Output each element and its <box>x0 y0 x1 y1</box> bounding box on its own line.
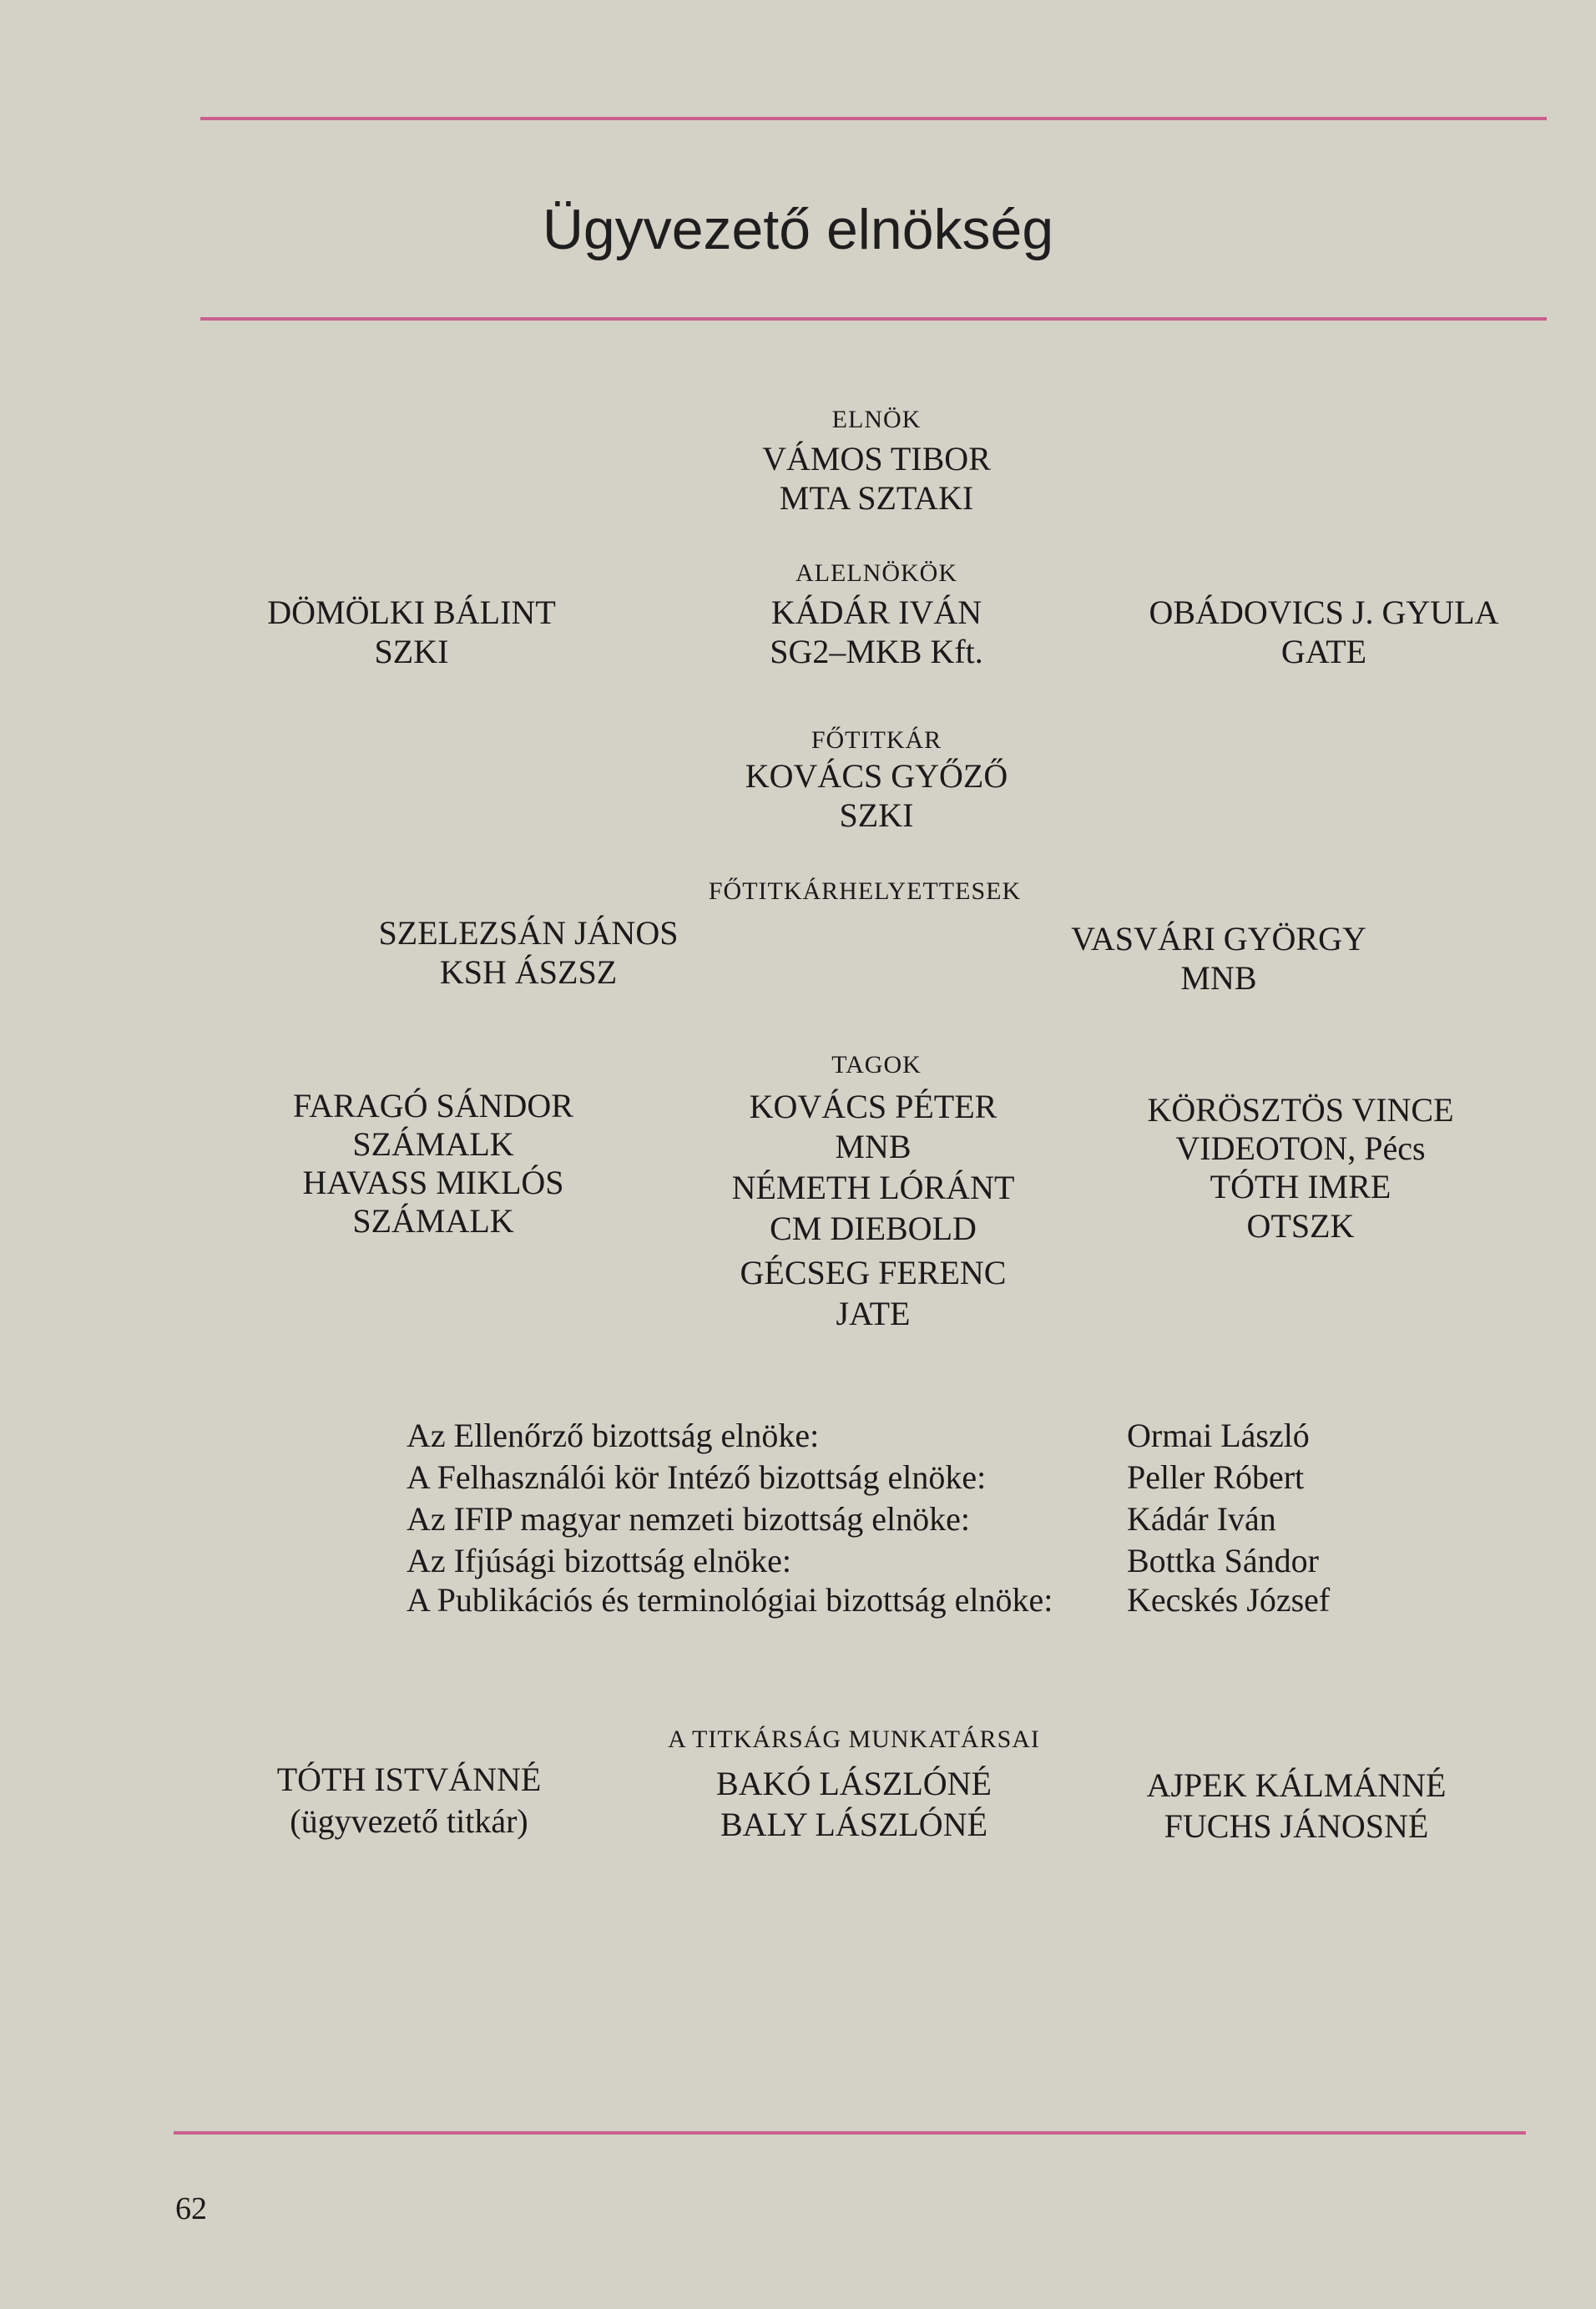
elnok-org: MTA SZTAKI <box>779 479 974 517</box>
fotitkarhelyettesek-heading: FŐTITKÁRHELYETTESEK <box>708 877 1022 905</box>
tagok-heading: TAGOK <box>831 1051 922 1079</box>
titkarsag-line: BALY LÁSZLÓNÉ <box>720 1806 988 1843</box>
committee-role: A Felhasználói kör Intéző bizottság elnöke: <box>407 1458 987 1496</box>
alelnok-name: OBÁDOVICS J. GYULA <box>1149 594 1499 631</box>
alelnok-name: DÖMÖLKI BÁLINT <box>267 594 556 631</box>
alelnokok-heading: ALELNÖKÖK <box>795 559 957 587</box>
tag-line: NÉMETH LÓRÁNT <box>731 1169 1015 1206</box>
alelnok-name: KÁDÁR IVÁN <box>770 594 982 631</box>
title-bottom-rule <box>200 317 1547 321</box>
committee-person: Kádár Iván <box>1127 1500 1276 1538</box>
page-title: Ügyvezető elnökség <box>542 198 1054 261</box>
titkarsag-line: TÓTH ISTVÁNNÉ <box>276 1761 542 1798</box>
committee-person: Bottka Sándor <box>1127 1542 1319 1579</box>
committee-person: Peller Róbert <box>1127 1458 1305 1496</box>
committee-role: Az Ifjúsági bizottság elnöke: <box>407 1542 791 1579</box>
fotitkarhelyettes-org: KSH ÁSZSZ <box>439 953 618 991</box>
tag-line: GÉCSEG FERENC <box>740 1254 1007 1291</box>
titkarsag-line: FUCHS JÁNOSNÉ <box>1164 1807 1429 1845</box>
fotitkar-name: KOVÁCS GYŐZŐ <box>745 757 1008 795</box>
titkarsag-line: BAKÓ LÁSZLÓNÉ <box>716 1765 992 1802</box>
committee-role: A Publikációs és terminológiai bizottság elnöke: <box>407 1581 1053 1619</box>
tag-line: OTSZK <box>1246 1207 1355 1245</box>
titkarsag-line: (ügyvezető titkár) <box>290 1802 528 1840</box>
committee-role: Az Ellenőrző bizottság elnöke: <box>407 1417 820 1454</box>
tag-line: JATE <box>836 1295 911 1332</box>
page-number: 62 <box>175 2191 207 2226</box>
alelnok-org: SG2–MKB Kft. <box>770 633 983 670</box>
elnok-name: VÁMOS TIBOR <box>762 440 991 477</box>
alelnok-org: GATE <box>1280 633 1367 670</box>
fotitkar-org: SZKI <box>839 796 914 834</box>
top-rule <box>200 117 1547 120</box>
fotitkar-heading: FŐTITKÁR <box>811 726 942 754</box>
tag-line: SZÁMALK <box>352 1125 514 1163</box>
tag-line: KOVÁCS PÉTER <box>749 1088 998 1125</box>
titkarsag-heading: A TITKÁRSÁG MUNKATÁRSAI <box>668 1725 1040 1753</box>
fotitkarhelyettes-name: VASVÁRI GYÖRGY <box>1071 920 1366 957</box>
fotitkarhelyettes-name: SZELEZSÁN JÁNOS <box>378 914 679 952</box>
titkarsag-line: AJPEK KÁLMÁNNÉ <box>1146 1766 1447 1804</box>
tag-line: CM DIEBOLD <box>770 1210 977 1247</box>
tag-line: VIDEOTON, Pécs <box>1175 1129 1426 1167</box>
tag-line: KÖRÖSZTÖS VINCE <box>1147 1091 1454 1129</box>
committee-role: Az IFIP magyar nemzeti bizottság elnöke: <box>407 1500 970 1538</box>
tag-line: SZÁMALK <box>352 1202 514 1240</box>
tag-line: MNB <box>835 1128 912 1165</box>
bottom-rule <box>174 2131 1526 2135</box>
tag-line: TÓTH IMRE <box>1210 1168 1391 1205</box>
elnok-heading: ELNÖK <box>831 406 922 433</box>
alelnok-org: SZKI <box>374 633 449 670</box>
fotitkarhelyettes-org: MNB <box>1180 959 1257 997</box>
tag-line: HAVASS MIKLÓS <box>302 1164 564 1201</box>
committee-person: Kecskés József <box>1127 1581 1331 1619</box>
tag-line: FARAGÓ SÁNDOR <box>293 1087 573 1124</box>
committee-person: Ormai László <box>1127 1417 1310 1454</box>
